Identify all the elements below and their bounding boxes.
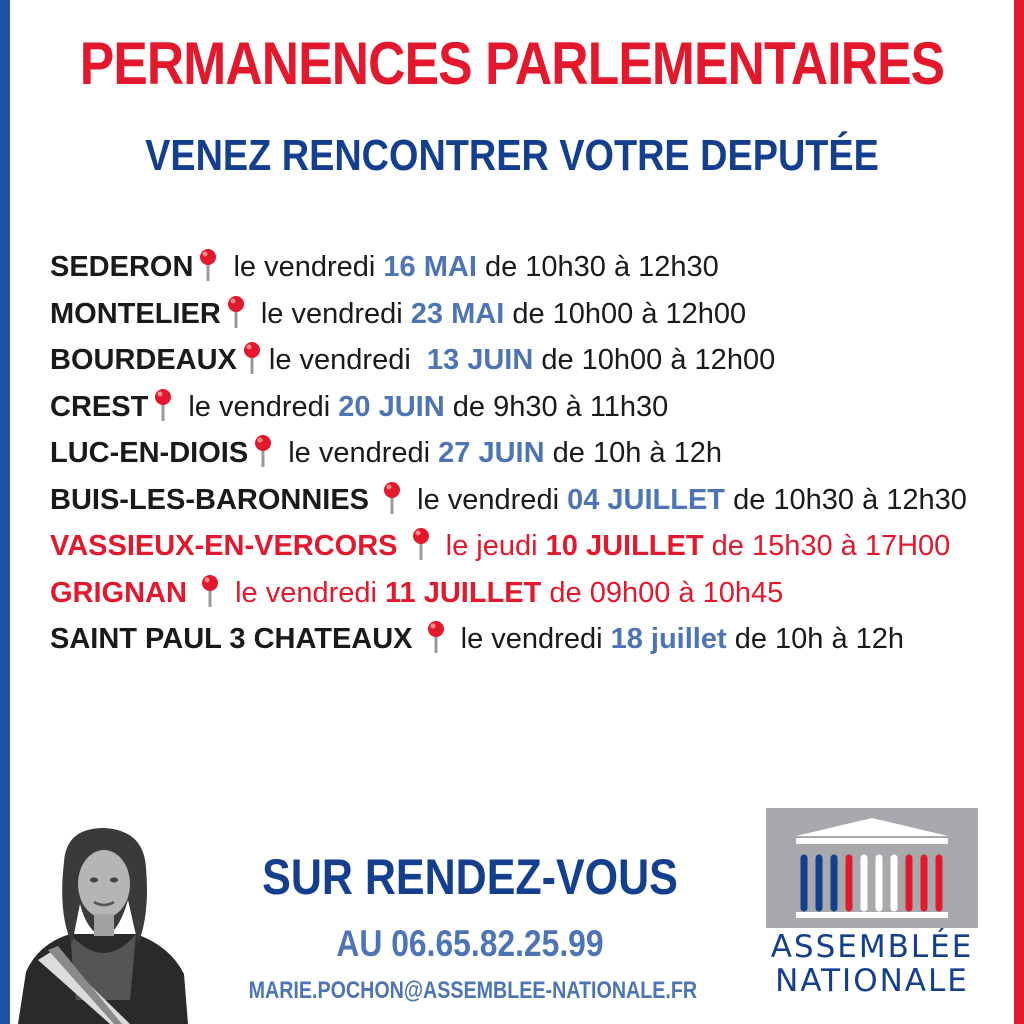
schedule-date: 16 MAI: [383, 251, 477, 283]
schedule-row: [50, 523, 970, 570]
schedule-prefix: le vendredi: [233, 251, 376, 283]
schedule-prefix: le jeudi: [445, 530, 538, 562]
schedule-place: MONTELIER: [50, 297, 221, 330]
schedule-date: 23 MAI: [410, 297, 505, 330]
map-pin-icon: [199, 574, 221, 608]
schedule-place: SAINT PAUL 3 CHATEAUX: [50, 623, 413, 655]
schedule-place: CREST: [50, 390, 149, 423]
schedule-row: [50, 430, 970, 477]
schedule-prefix: le vendredi: [260, 297, 403, 330]
schedule-place: SEDERON: [50, 251, 194, 283]
schedule-time: de 10h à 12h: [552, 437, 722, 469]
schedule-row: [50, 477, 970, 524]
appointment-headline: SUR RENDEZ-VOUS: [262, 849, 678, 905]
page-subtitle: VENEZ RENCONTRER VOTRE DEPUTÉE: [145, 131, 879, 180]
schedule-time: de 09h00 à 10h45: [549, 576, 784, 609]
schedule-row: [50, 570, 970, 617]
logo-text-line1: ASSEMBLÉE: [770, 929, 974, 965]
map-pin-icon: [241, 341, 263, 375]
schedule-row: [50, 244, 970, 291]
schedule-prefix: le vendredi: [268, 344, 419, 376]
page-title: PERMANENCES PARLEMENTAIRES: [79, 30, 945, 97]
schedule-place: BOURDEAUX: [50, 344, 237, 376]
flag-stripe-blue: [0, 0, 10, 1024]
email-address[interactable]: MARIE.POCHON@ASSEMBLEE-NATIONALE.FR: [248, 977, 698, 1004]
schedule-prefix: le vendredi: [460, 623, 603, 655]
schedule-time: de 10h00 à 12h00: [541, 344, 776, 376]
schedule-prefix: le vendredi: [417, 483, 560, 516]
schedule-list: [50, 244, 970, 663]
schedule-prefix: le vendredi: [188, 390, 331, 423]
schedule-date: 11 JUILLET: [385, 576, 542, 609]
schedule-time: de 10h30 à 12h30: [733, 483, 967, 516]
flag-stripe-red: [1014, 0, 1024, 1024]
schedule-row: [50, 291, 970, 338]
schedule-place: GRIGNAN: [50, 576, 187, 609]
map-pin-icon: [410, 527, 432, 561]
schedule-date: 04 JUILLET: [567, 483, 726, 516]
schedule-place: VASSIEUX-EN-VERCORS: [50, 530, 398, 562]
logo-text-line2: NATIONALE: [775, 963, 969, 999]
schedule-prefix: le vendredi: [288, 437, 431, 469]
schedule-date: 27 JUIN: [438, 437, 545, 469]
schedule-time: de 10h à 12h: [734, 623, 905, 655]
map-pin-icon: [381, 481, 403, 515]
schedule-date: 20 JUIN: [338, 390, 445, 423]
schedule-time: de 10h30 à 12h30: [484, 251, 719, 283]
schedule-place: LUC-EN-DIOIS: [50, 437, 249, 469]
deputy-portrait: [18, 822, 188, 1024]
schedule-date: 13 JUIN: [426, 344, 534, 376]
map-pin-icon: [252, 434, 274, 468]
map-pin-icon: [225, 295, 247, 329]
map-pin-icon: [197, 248, 219, 282]
schedule-prefix: le vendredi: [235, 576, 377, 609]
map-pin-icon: [425, 620, 447, 654]
schedule-time: de 15h30 à 17H00: [711, 530, 951, 562]
schedule-place: BUIS-LES-BARONNIES: [50, 483, 370, 516]
schedule-date: 18 juillet: [610, 623, 727, 655]
phone-number[interactable]: AU 06.65.82.25.99: [336, 923, 604, 964]
schedule-date: 10 JUILLET: [545, 530, 704, 562]
map-pin-icon: [152, 388, 174, 422]
schedule-row: [50, 616, 970, 663]
schedule-time: de 10h00 à 12h00: [512, 297, 747, 330]
schedule-row: [50, 384, 970, 431]
schedule-row: [50, 337, 970, 384]
schedule-time: de 9h30 à 11h30: [452, 390, 669, 423]
